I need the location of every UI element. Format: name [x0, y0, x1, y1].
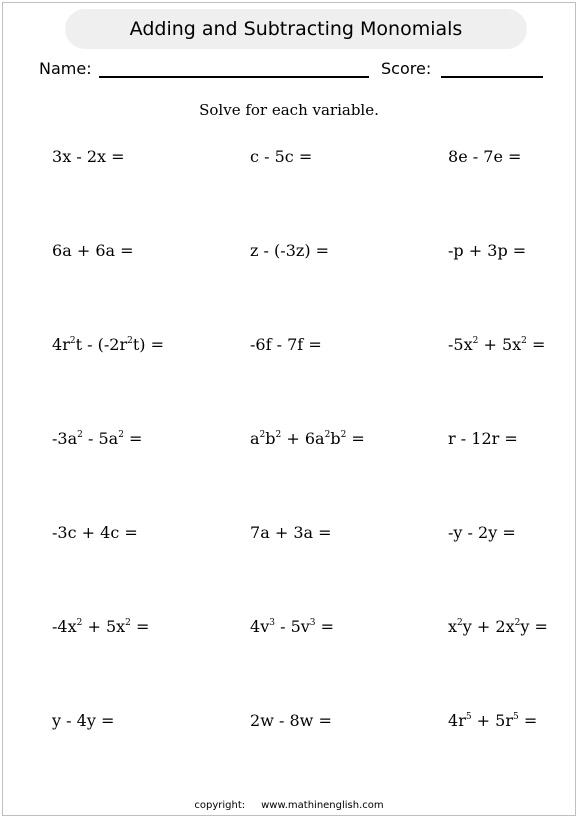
problem-r5-c1: -3c + 4c =	[52, 523, 138, 542]
problem-r7-c3: $4r^5 + 5r^5$ =	[448, 711, 538, 730]
worksheet-page	[2, 2, 576, 816]
problem-r7-c1: y - 4y =	[52, 711, 115, 730]
problem-r7-c2: 2w - 8w =	[250, 711, 332, 730]
problem-r4-c2: $a^2b^2 + 6a^2b^2$ =	[250, 429, 365, 448]
copyright-label: copyright:	[194, 800, 246, 811]
problem-r6-c1: $-4x^2 + 5x^2$ =	[52, 617, 150, 636]
site-url: www.mathinenglish.com	[261, 800, 384, 811]
score-label: Score:	[381, 59, 432, 78]
problem-r3-c2: -6f - 7f =	[250, 335, 322, 354]
problem-r3-c1: $4r^2t - (-2r^2t)$ =	[52, 335, 165, 354]
problem-r1-c2: c - 5c =	[250, 147, 313, 166]
problem-r1-c3: 8e - 7e =	[448, 147, 522, 166]
worksheet-title: Adding and Subtracting Monomials	[65, 9, 527, 49]
problem-r2-c3: -p + 3p =	[448, 241, 527, 260]
problem-r6-c2: $4v^3 - 5v^3$ =	[250, 617, 335, 636]
problem-r2-c2: z - (-3z) =	[250, 241, 330, 260]
problem-r5-c3: -y - 2y =	[448, 523, 516, 542]
problem-r3-c3: $-5x^2 + 5x^2$ =	[448, 335, 546, 354]
instructions: Solve for each variable.	[199, 101, 379, 119]
score-blank-line[interactable]	[441, 76, 543, 78]
problem-r4-c3: r - 12r =	[448, 429, 518, 448]
problem-r6-c3: $x^2y + 2x^2y$ =	[448, 617, 548, 636]
footer	[3, 800, 575, 811]
problem-r2-c1: 6a + 6a =	[52, 241, 134, 260]
name-score-row	[39, 59, 541, 81]
problem-r5-c2: 7a + 3a =	[250, 523, 332, 542]
name-label: Name:	[39, 59, 92, 78]
problem-r1-c1: 3x - 2x =	[52, 147, 125, 166]
problem-r4-c1: $-3a^2 - 5a^2$ =	[52, 429, 143, 448]
name-blank-line[interactable]	[99, 76, 369, 78]
